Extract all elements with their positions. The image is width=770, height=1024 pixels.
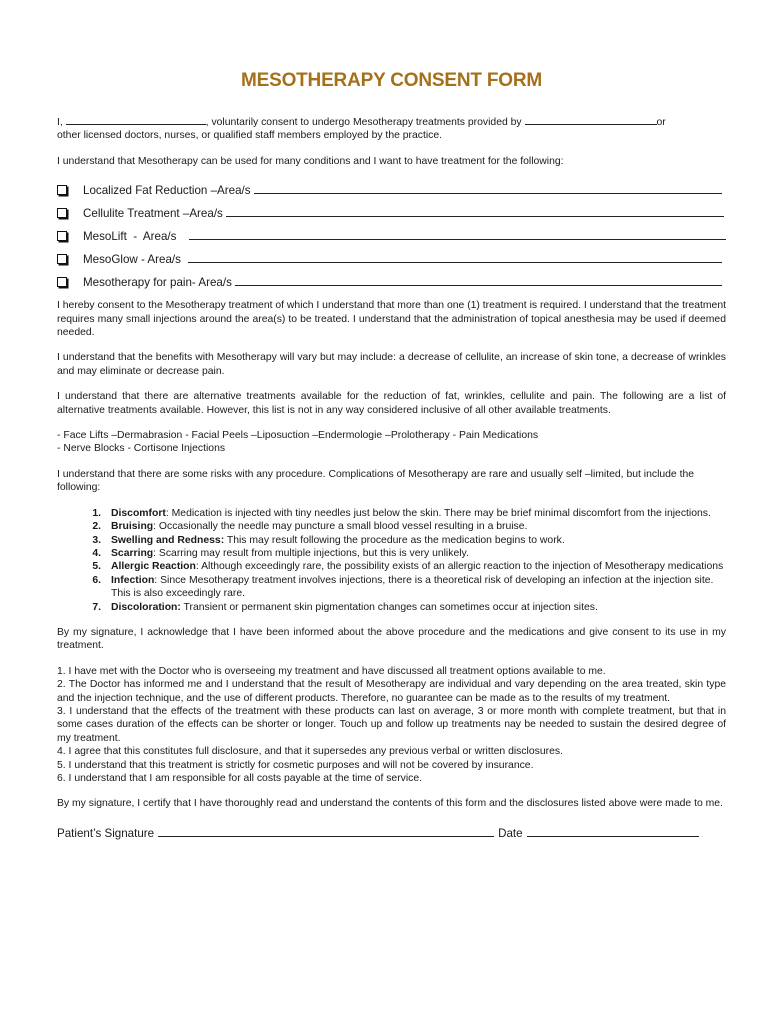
- risk-body: [101, 507, 726, 520]
- risk-body: [101, 560, 726, 573]
- option-pain[interactable]: [57, 266, 726, 289]
- risk-item: [57, 520, 726, 533]
- risks-list: [57, 507, 726, 614]
- risk-number: 3.: [92, 534, 101, 546]
- risk-text: Scarring may result from multiple injections, but this is very unlikely.: [156, 547, 469, 559]
- risk-text: Occasionally the needle may puncture a small blood vessel resulting in a bruise.: [156, 521, 528, 533]
- risk-number: 7.: [92, 601, 101, 613]
- risk-item: [57, 534, 726, 547]
- checkbox-icon[interactable]: [57, 277, 67, 287]
- risk-item: [57, 601, 726, 614]
- risk-item: [57, 560, 726, 573]
- statement-item: 2. The Doctor has informed me and I understand that the result of Mesotherapy are individual and vary depending on the area treated, skin type and the injection technique, and the use of different products. Therefore, no guarantee can be made as to the results of my treatment.: [57, 679, 726, 704]
- form-title: MESOTHERAPY CONSENT FORM: [241, 70, 542, 91]
- alternatives-list-2: - Nerve Blocks - Cortisone Injections: [57, 443, 226, 455]
- option-label: MesoGlow - Area/s: [83, 253, 181, 267]
- risk-item: [57, 507, 726, 520]
- risk-term: Infection: [111, 574, 155, 586]
- option-mesolift[interactable]: [57, 220, 726, 243]
- option-label: Mesotherapy for pain- Area/s: [83, 276, 232, 290]
- risk-number: 1.: [92, 507, 101, 519]
- risk-term: Allergic Reaction: [111, 561, 196, 573]
- risk-number: 4.: [92, 547, 101, 559]
- intro-line-2: other licensed doctors, nurses, or qualified staff members employed by the practice.: [57, 130, 443, 142]
- option-label: Localized Fat Reduction –Area/s: [83, 184, 251, 198]
- risk-term: Discoloration:: [111, 601, 181, 613]
- area-field[interactable]: [254, 193, 722, 194]
- intro-middle: , voluntarily consent to undergo Mesotherapy treatments provided by: [205, 117, 522, 128]
- acknowledge-paragraph: By my signature, I acknowledge that I have been informed about the above procedure and the medications and give consent to its use in my treatment.: [57, 626, 726, 652]
- risk-body: [101, 534, 726, 547]
- risk-item: [57, 574, 726, 601]
- area-field[interactable]: [189, 239, 726, 240]
- risk-text: Medication is injected with tiny needles just below the skin. There may be brief minimal discomfort from the injections.: [168, 507, 711, 519]
- consent-paragraph: I hereby consent to the Mesotherapy treatment of which I understand that more than one (1) treatment is required. I understand that the treatment requires many small injections around the area(s) to be treated. I understand that the administration of topical anesthesia may be used if deemed needed.: [57, 300, 726, 339]
- risk-term: Swelling and Redness:: [111, 534, 225, 546]
- option-label: MesoLift - Area/s: [83, 230, 177, 244]
- risk-sep: :: [195, 561, 199, 573]
- statement-item: 4. I agree that this constitutes full disclosure, and that it supersedes any previous verbal or written disclosures.: [57, 746, 563, 758]
- risk-text: Transient or permanent skin pigmentation changes can sometimes occur at injection sites.: [180, 601, 598, 613]
- risk-sep: :: [165, 507, 169, 519]
- risk-sep: :: [153, 547, 157, 559]
- area-field[interactable]: [235, 285, 722, 286]
- option-mesoglow[interactable]: [57, 243, 726, 266]
- option-fat-reduction[interactable]: [57, 174, 726, 197]
- risk-sep: :: [153, 521, 157, 533]
- treatment-options: [57, 174, 726, 289]
- risk-text: This may result following the procedure as the medication begins to work.: [224, 534, 565, 546]
- risk-body: [101, 601, 726, 614]
- patient-signature-field[interactable]: [158, 836, 494, 837]
- alternatives-list-1: - Face Lifts –Dermabrasion - Facial Peels –Liposuction –Endermologie –Prolotherapy - Pain Medications: [57, 430, 539, 442]
- benefits-paragraph: I understand that the benefits with Mesotherapy will vary but may include: a decrease of cellulite, an increase of skin tone, a decrease of wrinkles and may eliminate or decrease pain.: [57, 352, 726, 377]
- risks-intro: I understand that there are some risks with any procedure. Complications of Mesotherapy are rare and usually self –limited, but include the following:: [57, 468, 695, 494]
- risk-term: Scarring: [111, 547, 154, 559]
- alternatives-paragraph: I understand that there are alternative treatments available for the reduction of fat, wrinkles, cellulite and pain. The following are a list of alternative treatments available. However, this list is not in any way considered inclusive of all other available treatments.: [57, 391, 726, 416]
- risk-text: Although exceedingly rare, the possibility exists of an allergic reaction to the injection of Mesotherapy medications: [198, 561, 724, 573]
- risk-number: 5.: [92, 561, 101, 573]
- checkbox-icon[interactable]: [57, 208, 67, 218]
- area-field[interactable]: [226, 216, 724, 217]
- provider-name-field[interactable]: [525, 114, 657, 125]
- statement-item: 1. I have met with the Doctor who is overseeing my treatment and have discussed all treatment options available to me.: [57, 665, 606, 677]
- date-field[interactable]: [527, 836, 699, 837]
- risk-term: Discomfort: [111, 507, 166, 519]
- risk-term: Bruising: [111, 521, 154, 533]
- certify-paragraph: By my signature, I certify that I have thoroughly read and understand the contents of this form and the disclosures listed above were made to me.: [57, 798, 723, 810]
- checkbox-icon[interactable]: [57, 254, 67, 264]
- area-field[interactable]: [188, 262, 722, 263]
- option-label: Cellulite Treatment –Area/s: [83, 207, 223, 221]
- statement-item: 5. I understand that this treatment is strictly for cosmetic purposes and will not be covered by insurance.: [57, 759, 534, 771]
- intro-suffix: or: [656, 117, 666, 128]
- option-cellulite[interactable]: [57, 197, 726, 220]
- risk-item: [57, 547, 726, 560]
- signature-row: [57, 827, 726, 840]
- checkbox-icon[interactable]: [57, 185, 67, 195]
- risk-sep: :: [154, 574, 158, 586]
- intro-prefix: I,: [57, 117, 63, 128]
- risk-body: [101, 520, 726, 533]
- statements-list: [57, 665, 726, 786]
- risk-text: Since Mesotherapy treatment involves injections, there is a theoretical risk of developing an infection at the injection site. This is also exceedingly rare.: [111, 574, 714, 600]
- statement-item: 3. I understand that the effects of the treatment with these products can last on average, 3 or more month with complete treatment, but that in some cases duration of the effects can be shorter or longer. Touch up and follow up treatments nay be needed to sustain the desired degree of my treatment.: [57, 705, 726, 744]
- intro-paragraph: [57, 114, 726, 143]
- risk-number: 6.: [92, 574, 101, 586]
- statement-item: 6. I understand that I am responsible for all costs payable at the time of service.: [57, 773, 423, 784]
- conditions-intro: I understand that Mesotherapy can be used for many conditions and I want to have treatment for the following:: [57, 155, 564, 167]
- patient-signature-label: Patient’s Signature: [57, 826, 155, 840]
- risk-number: 2.: [92, 521, 101, 533]
- risk-body: [101, 547, 726, 560]
- checkbox-icon[interactable]: [57, 231, 67, 241]
- date-label: Date: [498, 826, 523, 840]
- risk-body: [101, 574, 726, 601]
- patient-name-field[interactable]: [66, 114, 206, 125]
